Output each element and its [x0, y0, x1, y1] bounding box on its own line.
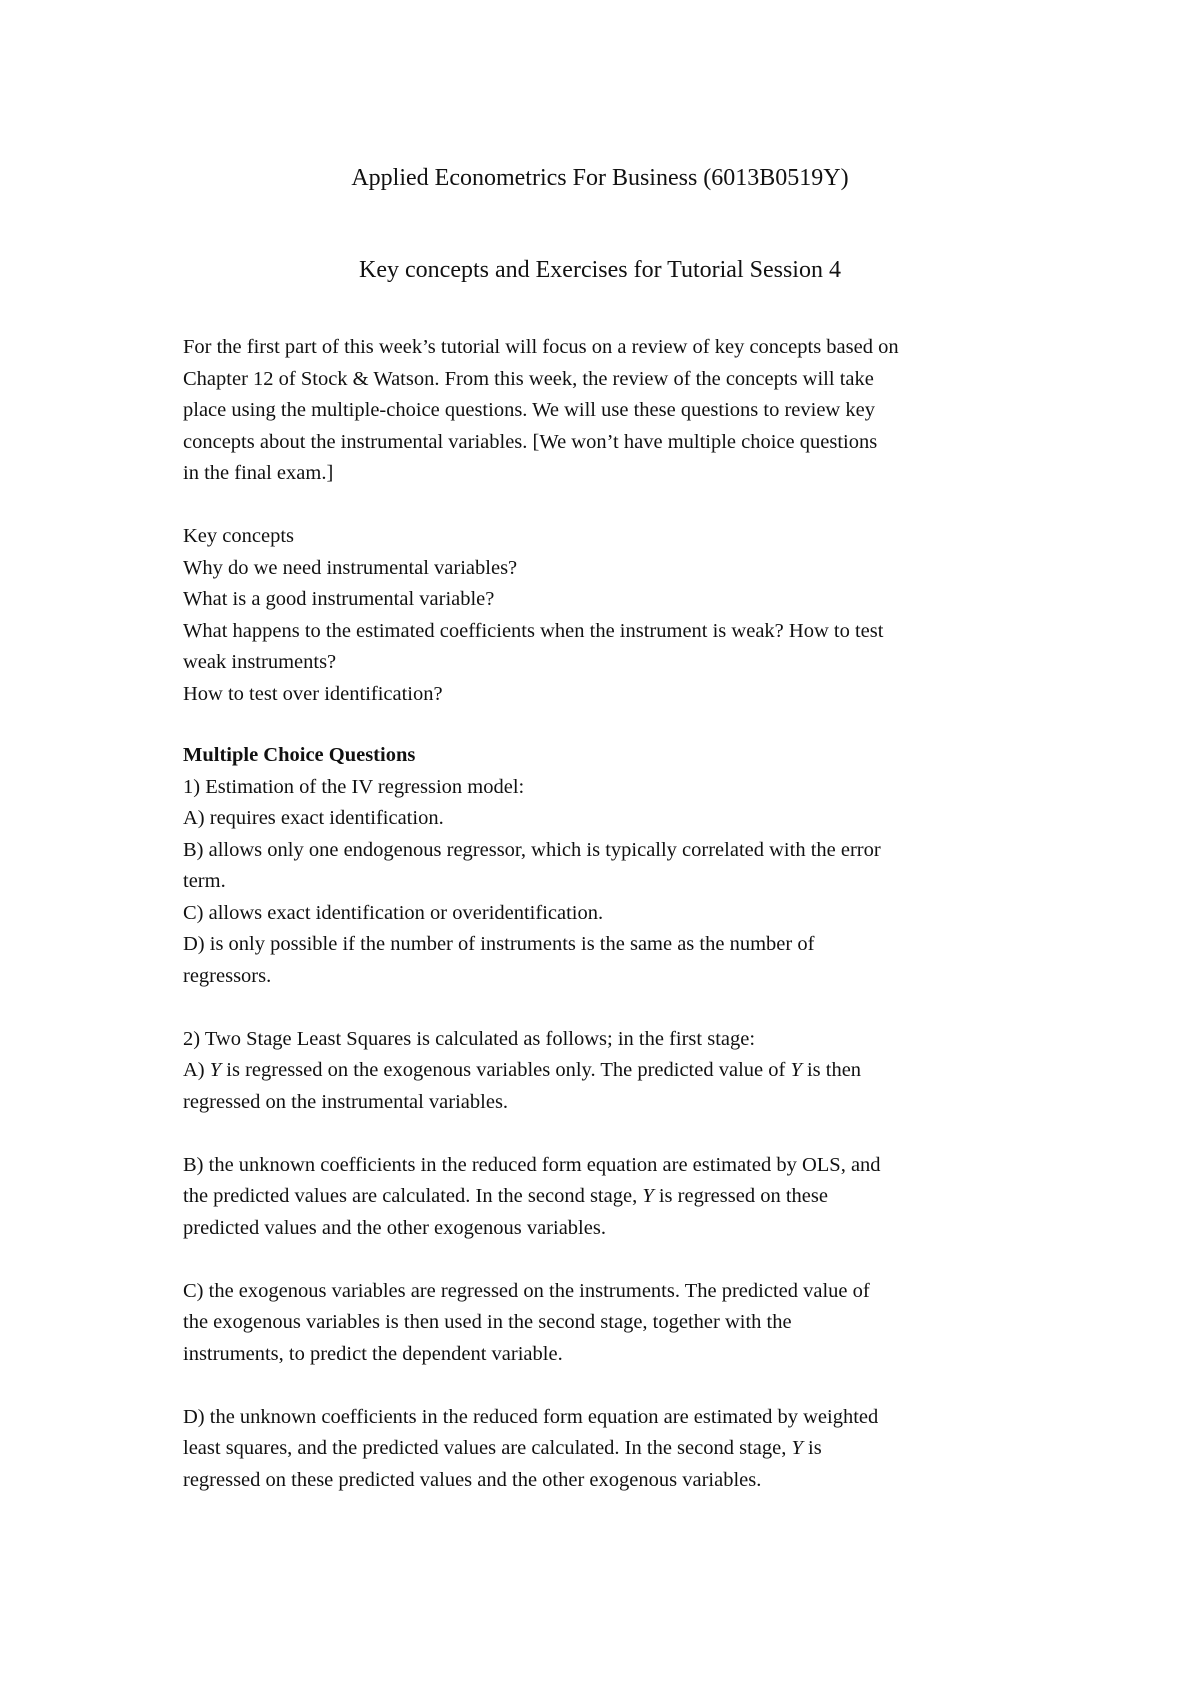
- key-concepts-heading: Key concepts: [183, 525, 294, 547]
- paragraph-gap: [183, 1118, 1028, 1150]
- key-concept-item: What is a good instrumental variable?: [183, 588, 495, 610]
- question-2-option-b: B) the unknown coefficients in the reduced form equation are estimated by OLS, and: [183, 1153, 881, 1176]
- question-2-option-b-cont: predicted values and the other exogenous variables.: [183, 1216, 606, 1239]
- key-concept-item: How to test over identification?: [183, 682, 443, 705]
- paragraph-gap: [183, 1370, 1028, 1402]
- variable-y: Y: [209, 1059, 222, 1081]
- question-1-option-b-cont: term.: [183, 870, 226, 892]
- intro-line: in the final exam.]: [183, 462, 334, 484]
- mcq-section: [183, 740, 1028, 1496]
- paragraph-gap: [183, 1244, 1028, 1276]
- intro-line: Chapter 12 of Stock & Watson. From this week, the review of the concepts will take: [183, 367, 874, 390]
- question-2-option-d-cont: least squares, and the predicted values are calculated. In the second stage, Y is: [183, 1437, 822, 1459]
- question-2-option-a: A) Y is regressed on the exogenous variables only. The predicted value of Y is then: [183, 1059, 862, 1081]
- course-title: Applied Econometrics For Business (6013B0519Y): [351, 165, 849, 191]
- question-2-option-c-cont: instruments, to predict the dependent variable.: [183, 1342, 563, 1365]
- question-2-option-d: D) the unknown coefficients in the reduced form equation are estimated by weighted: [183, 1405, 879, 1428]
- question-2-option-b-cont: the predicted values are calculated. In the second stage, Y is regressed on these: [183, 1185, 828, 1207]
- variable-y: Y: [642, 1185, 654, 1207]
- variable-y: Y: [790, 1059, 802, 1081]
- question-2-option-c-cont: the exogenous variables is then used in the second stage, together with the: [183, 1311, 792, 1333]
- question-2-option-d-cont: regressed on these predicted values and the other exogenous variables.: [183, 1468, 762, 1491]
- question-2-option-a-cont: regressed on the instrumental variables.: [183, 1090, 509, 1113]
- paragraph-gap: [183, 992, 1028, 1024]
- key-concepts-section: [183, 521, 1028, 710]
- session-title: Key concepts and Exercises for Tutorial Session 4: [359, 257, 841, 283]
- question-1-stem: 1) Estimation of the IV regression model:: [183, 775, 525, 798]
- intro-line: concepts about the instrumental variables. [We won’t have multiple choice questions: [183, 430, 878, 453]
- mcq-heading: Multiple Choice Questions: [183, 744, 416, 766]
- question-1-option-a: A) requires exact identification.: [183, 807, 444, 829]
- intro-line: place using the multiple-choice questions. We will use these questions to review key: [183, 399, 875, 421]
- key-concept-item: Why do we need instrumental variables?: [183, 556, 518, 579]
- question-2-stem: 2) Two Stage Least Squares is calculated as follows; in the first stage:: [183, 1027, 756, 1050]
- intro-paragraph: [183, 332, 1028, 490]
- question-1-option-b: B) allows only one endogenous regressor, which is typically correlated with the error: [183, 838, 881, 861]
- question-2-option-c: C) the exogenous variables are regressed on the instruments. The predicted value of: [183, 1279, 870, 1302]
- question-1-option-d: D) is only possible if the number of instruments is the same as the number of: [183, 933, 815, 955]
- question-1-option-c: C) allows exact identification or overidentification.: [183, 901, 604, 924]
- key-concept-item: weak instruments?: [183, 651, 337, 673]
- question-1-option-d-cont: regressors.: [183, 964, 272, 987]
- key-concept-item: What happens to the estimated coefficients when the instrument is weak? How to test: [183, 619, 884, 642]
- intro-line: For the first part of this week’s tutorial will focus on a review of key concepts based on: [183, 336, 899, 358]
- variable-y: Y: [791, 1437, 803, 1459]
